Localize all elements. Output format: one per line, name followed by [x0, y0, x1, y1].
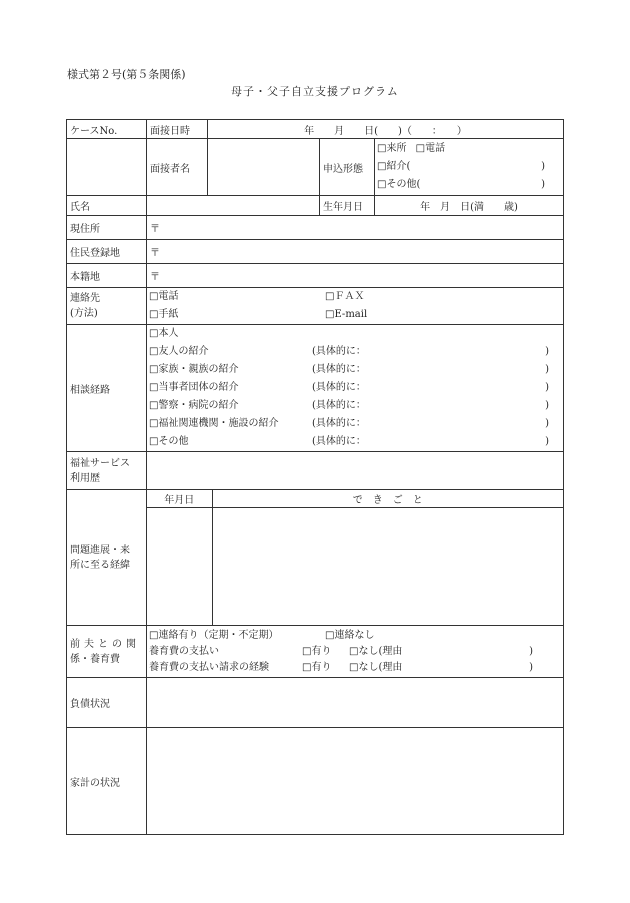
route-close-paren: ) [545, 382, 550, 393]
form-number: 様式第２号(第５条関係) [67, 68, 186, 81]
contact-label-line1: 連絡先 [70, 293, 100, 304]
contact-fax-checkbox[interactable]: □ＦＡＸ [325, 291, 365, 302]
route-family-checkbox[interactable]: □家族・親族の紹介 [149, 364, 239, 375]
route-close-paren: ) [545, 364, 550, 375]
payment-no-checkbox[interactable]: □なし(理由 [349, 645, 403, 657]
case-no-label: ケースNo. [67, 120, 147, 139]
route-welfare-agency-checkbox[interactable]: □福祉関連機関・施設の紹介 [149, 418, 279, 429]
debt-status-label: 負債状況 [67, 678, 147, 728]
application-type-label: 申込形態 [320, 139, 375, 196]
request-close-paren: ) [529, 661, 534, 673]
contact-no-checkbox[interactable]: □連絡なし [325, 629, 375, 641]
address-label: 現住所 [67, 216, 147, 240]
route-detail-label: (具体的に： [312, 364, 366, 375]
ex-spouse-label [67, 626, 147, 678]
consult-route-label: 相談経路 [67, 325, 147, 452]
domicile-label: 本籍地 [67, 264, 147, 288]
ex-spouse-label-line1: 前夫との関 [70, 638, 140, 650]
debt-status-field[interactable] [147, 678, 564, 728]
route-group-checkbox[interactable]: □当事者団体の紹介 [149, 382, 239, 393]
interview-date-field[interactable] [208, 120, 564, 139]
referral-checkbox[interactable]: □紹介( [377, 161, 411, 172]
phone-checkbox[interactable]: □電話 [415, 143, 446, 154]
payment-yes-checkbox[interactable]: □有り [302, 645, 332, 657]
progress-history-table [147, 490, 563, 625]
route-detail-label: (具体的に： [312, 400, 366, 411]
interviewer-field[interactable] [208, 139, 320, 196]
contact-yes-checkbox[interactable]: □連絡有り（定期・不定期） [149, 629, 279, 641]
progress-label-line1: 問題進展・来 [70, 544, 130, 556]
birth-label: 生年月日 [320, 196, 375, 216]
support-program-form [66, 119, 564, 835]
event-entry-field[interactable] [212, 507, 563, 625]
visit-checkbox[interactable]: □来所 [377, 143, 407, 154]
contact-letter-checkbox[interactable]: □手紙 [149, 309, 179, 320]
postal-mark-icon: 〒 [150, 272, 160, 283]
address-field[interactable] [147, 216, 564, 240]
welfare-history-label [67, 452, 147, 490]
birth-value: 年 月 日(満 歳) [420, 202, 518, 213]
welfare-history-field[interactable] [147, 452, 564, 490]
request-yes-checkbox[interactable]: □有り [302, 661, 332, 673]
name-field[interactable] [147, 196, 320, 216]
interview-date-label: 面接日時 [147, 120, 208, 139]
ex-spouse-label-line2: 係・養育費 [70, 653, 120, 665]
name-label: 氏名 [67, 196, 147, 216]
route-police-hospital-checkbox[interactable]: □警察・病院の紹介 [149, 400, 239, 411]
application-type-field [375, 139, 564, 196]
postal-mark-icon: 〒 [150, 224, 160, 235]
route-close-paren: ) [545, 346, 550, 357]
interviewer-label: 面接者名 [147, 139, 208, 196]
contact-method-label [67, 288, 147, 325]
other-checkbox[interactable]: □その他( [377, 179, 421, 190]
referral-close-paren: ) [541, 161, 546, 172]
other-close-paren: ) [541, 179, 546, 190]
route-detail-label: (具体的に： [312, 382, 366, 393]
contact-label-line2: (方法) [70, 308, 98, 319]
welfare-label-line2: 利用歴 [70, 472, 100, 484]
route-other-checkbox[interactable]: □その他 [149, 436, 189, 447]
resident-registration-label: 住民登録地 [67, 240, 147, 264]
route-close-paren: ) [545, 418, 550, 429]
support-payment-label: 養育費の支払い [149, 645, 219, 657]
route-detail-label: (具体的に： [312, 346, 366, 357]
date-entry-field[interactable] [147, 507, 212, 625]
contact-phone-checkbox[interactable]: □電話 [149, 291, 179, 302]
contact-method-field [147, 288, 564, 325]
contact-email-checkbox[interactable]: □E-mail [325, 309, 368, 320]
support-request-label: 養育費の支払い請求の経験 [149, 661, 269, 673]
date-column-header: 年月日 [147, 490, 212, 507]
route-self-checkbox[interactable]: □本人 [149, 328, 179, 339]
interview-date-value: 年 月 日( )（ ： ） [304, 125, 467, 137]
progress-label-line2: 所に至る経緯 [70, 559, 130, 571]
household-budget-label: 家計の状況 [67, 728, 147, 835]
route-friend-checkbox[interactable]: □友人の紹介 [149, 346, 209, 357]
progress-history-label [67, 490, 147, 626]
progress-history-table-cell [147, 490, 564, 626]
route-detail-label: (具体的に： [312, 418, 366, 429]
consult-route-field [147, 325, 564, 452]
payment-close-paren: ) [529, 645, 534, 657]
welfare-label-line1: 福祉サービス [70, 457, 130, 469]
household-budget-field[interactable] [147, 728, 564, 835]
form-title: 母子・父子自立支援プログラム [231, 85, 399, 98]
route-detail-label: (具体的に： [312, 436, 366, 447]
ex-spouse-field [147, 626, 564, 678]
resident-registration-field[interactable] [147, 240, 564, 264]
route-close-paren: ) [545, 436, 550, 447]
birth-field[interactable] [375, 196, 564, 216]
blank-label-cell [67, 139, 147, 196]
postal-mark-icon: 〒 [150, 248, 160, 259]
request-no-checkbox[interactable]: □なし(理由 [349, 661, 403, 673]
route-close-paren: ) [545, 400, 550, 411]
event-column-header: で き ご と [212, 490, 563, 507]
domicile-field[interactable] [147, 264, 564, 288]
